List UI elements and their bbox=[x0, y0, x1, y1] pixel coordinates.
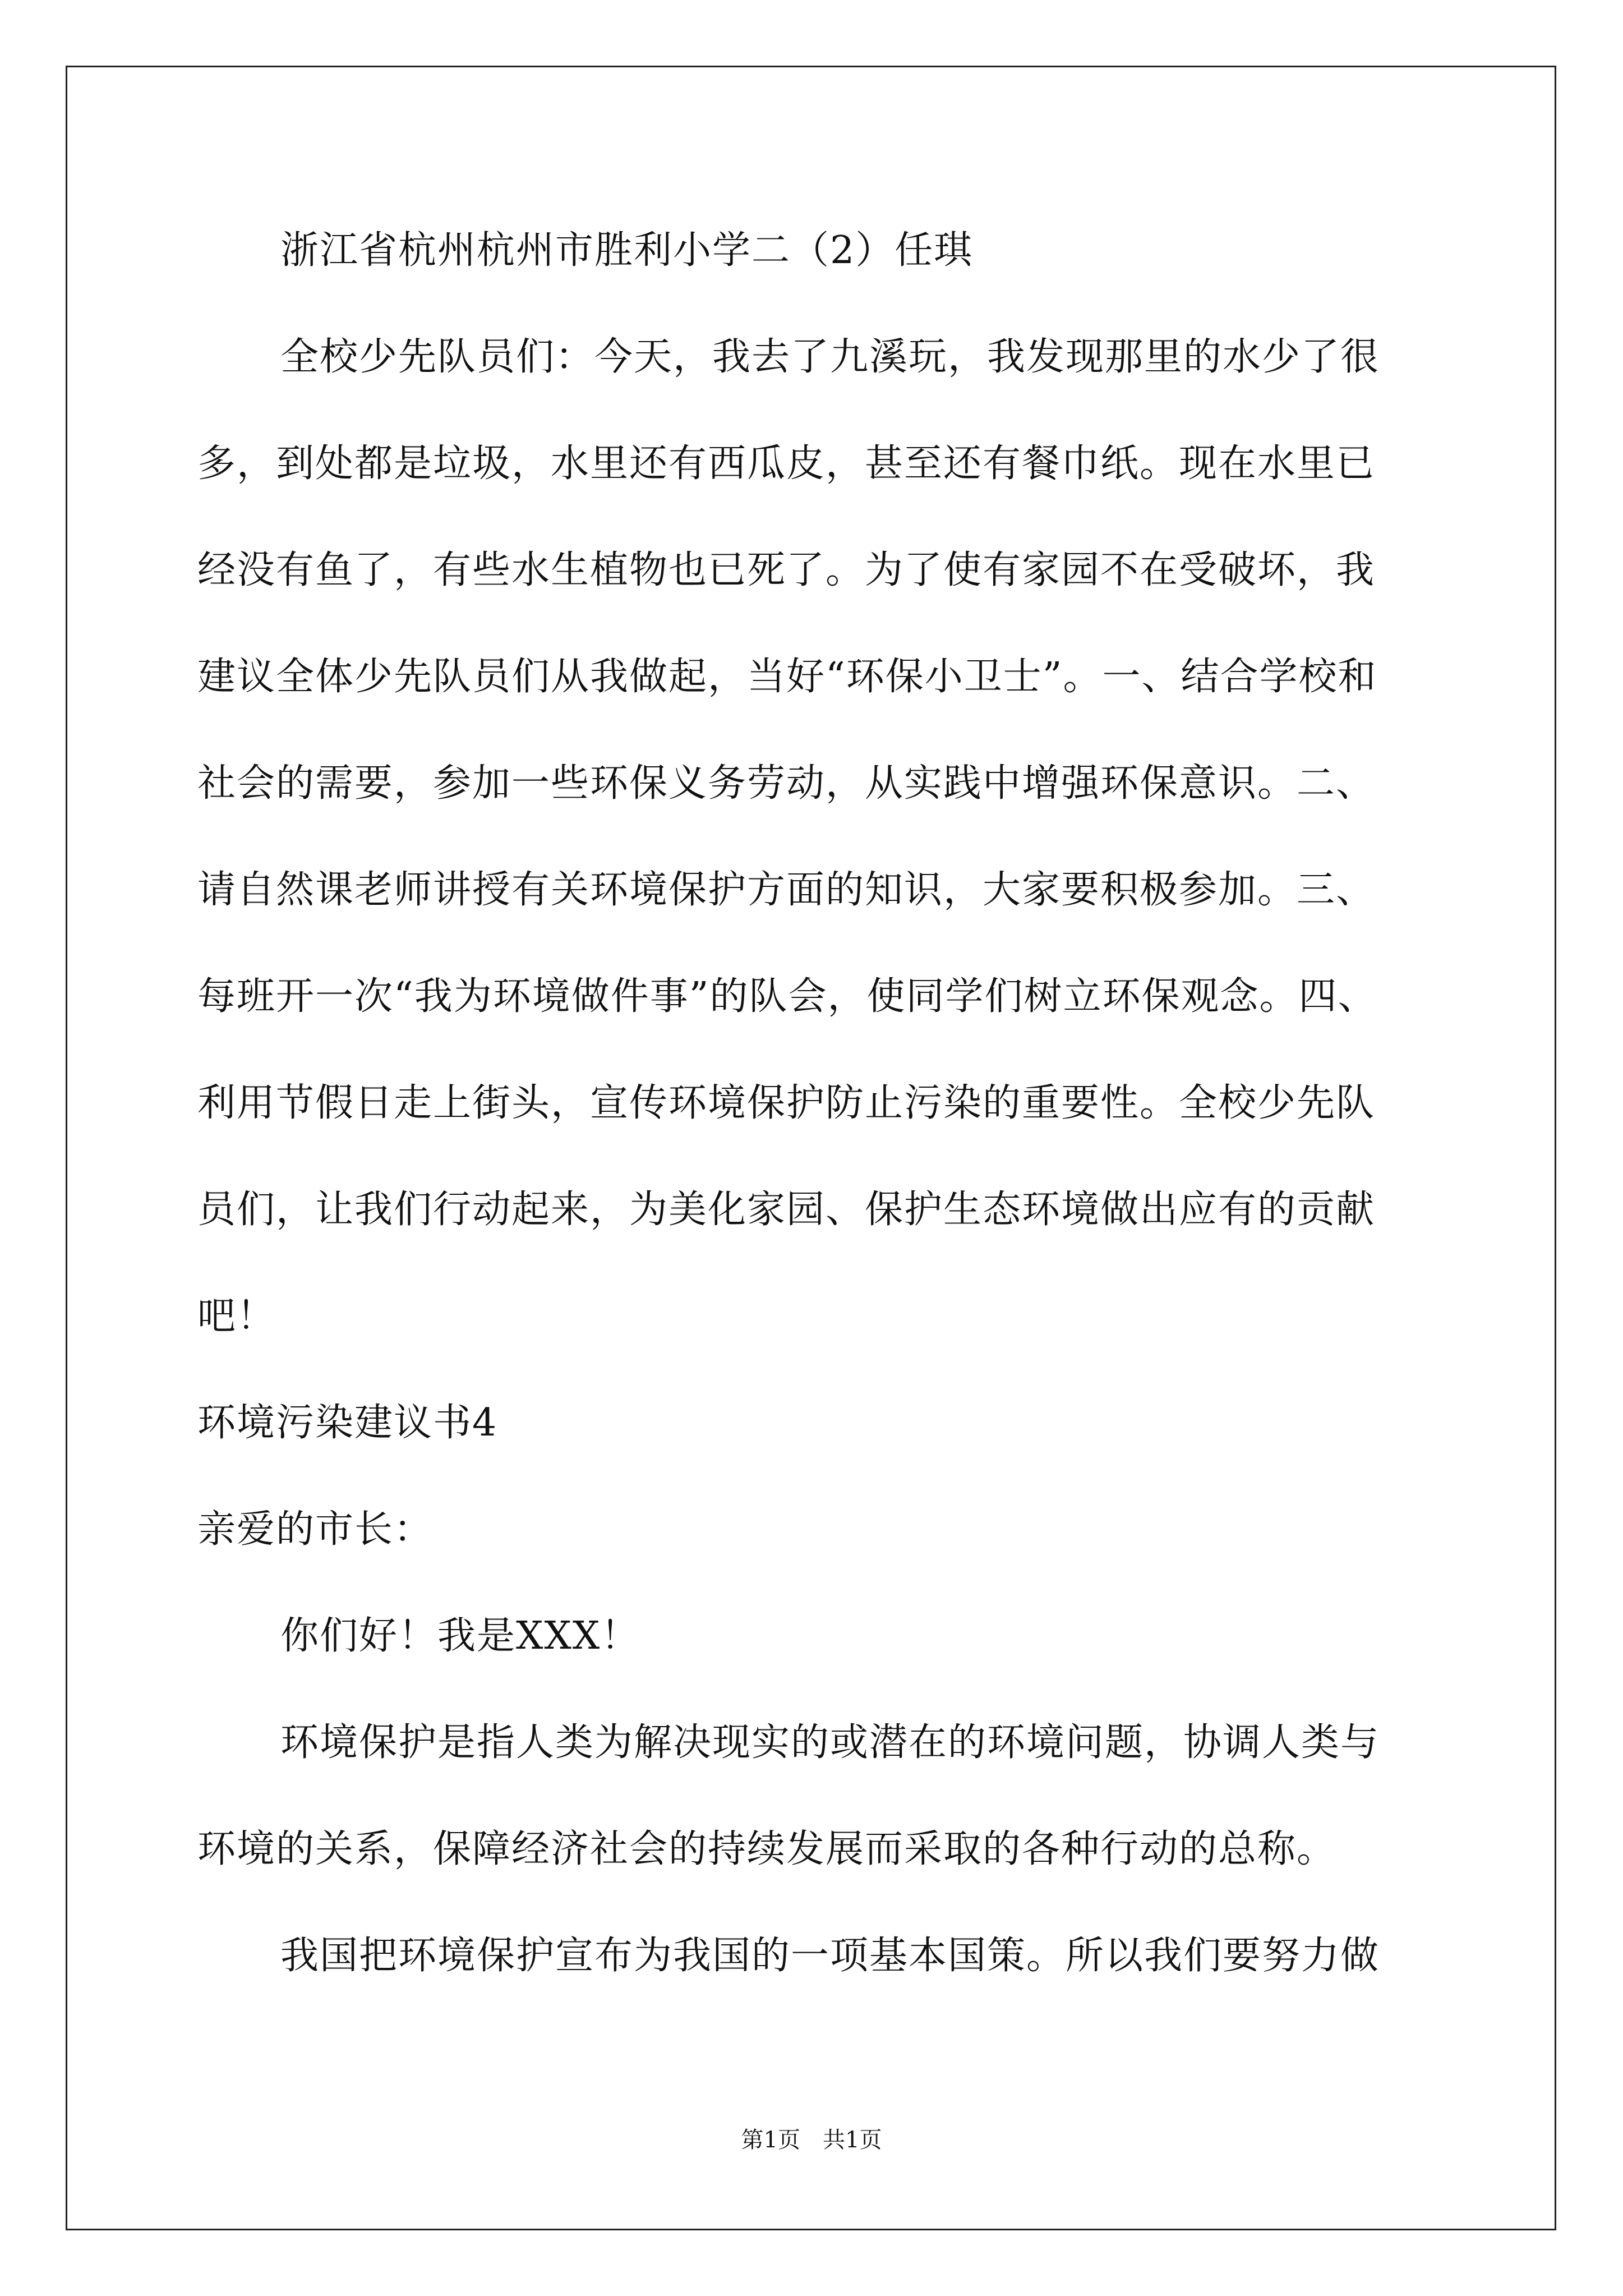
author-line: 浙江省杭州杭州市胜利小学二（2）任琪 bbox=[280, 228, 974, 273]
greeting: 你们好！我是XXX！ bbox=[280, 1614, 640, 1658]
paragraph-line: 经没有鱼了，有些水生植物也已死了。为了使有家园不在受破坏，我 bbox=[197, 548, 1376, 592]
salutation: 亲爱的市长： bbox=[197, 1507, 434, 1552]
paragraph-line: 多，到处都是垃圾，水里还有西瓜皮，甚至还有餐巾纸。现在水里已 bbox=[197, 441, 1376, 486]
section-heading: 环境污染建议书4 bbox=[197, 1401, 498, 1445]
page-border bbox=[66, 66, 1556, 2230]
paragraph-line: 全校少先队员们：今天，我去了九溪玩，我发现那里的水少了很 bbox=[280, 335, 1380, 379]
paragraph-line: 我国把环境保护宣布为我国的一项基本国策。所以我们要努力做 bbox=[280, 1934, 1380, 1978]
paragraph-line: 请自然课老师讲授有关环境保护方面的知识，大家要积极参加。三、 bbox=[197, 868, 1376, 912]
paragraph-line: 员们，让我们行动起来，为美化家园、保护生态环境做出应有的贡献 bbox=[197, 1188, 1376, 1232]
paragraph-line: 建议全体少先队员们从我做起，当好“环保小卫士”。一、结合学校和 bbox=[197, 655, 1377, 699]
paragraph-line: 环境的关系，保障经济社会的持续发展而采取的各种行动的总称。 bbox=[197, 1827, 1336, 1871]
paragraph-line: 社会的需要，参加一些环保义务劳动，从实践中增强环保意识。二、 bbox=[197, 761, 1376, 806]
paragraph-line: 利用节假日走上街头，宣传环境保护防止污染的重要性。全校少先队 bbox=[197, 1081, 1376, 1125]
paragraph-line: 每班开一次“我为环境做件事”的队会，使同学们树立环保观念。四、 bbox=[197, 974, 1377, 1019]
paragraph-line: 环境保护是指人类为解决现实的或潜在的环境问题，协调人类与 bbox=[280, 1720, 1380, 1765]
page-number-footer: 第1页 共1页 bbox=[741, 2127, 882, 2153]
paragraph-line: 吧！ bbox=[197, 1294, 276, 1338]
